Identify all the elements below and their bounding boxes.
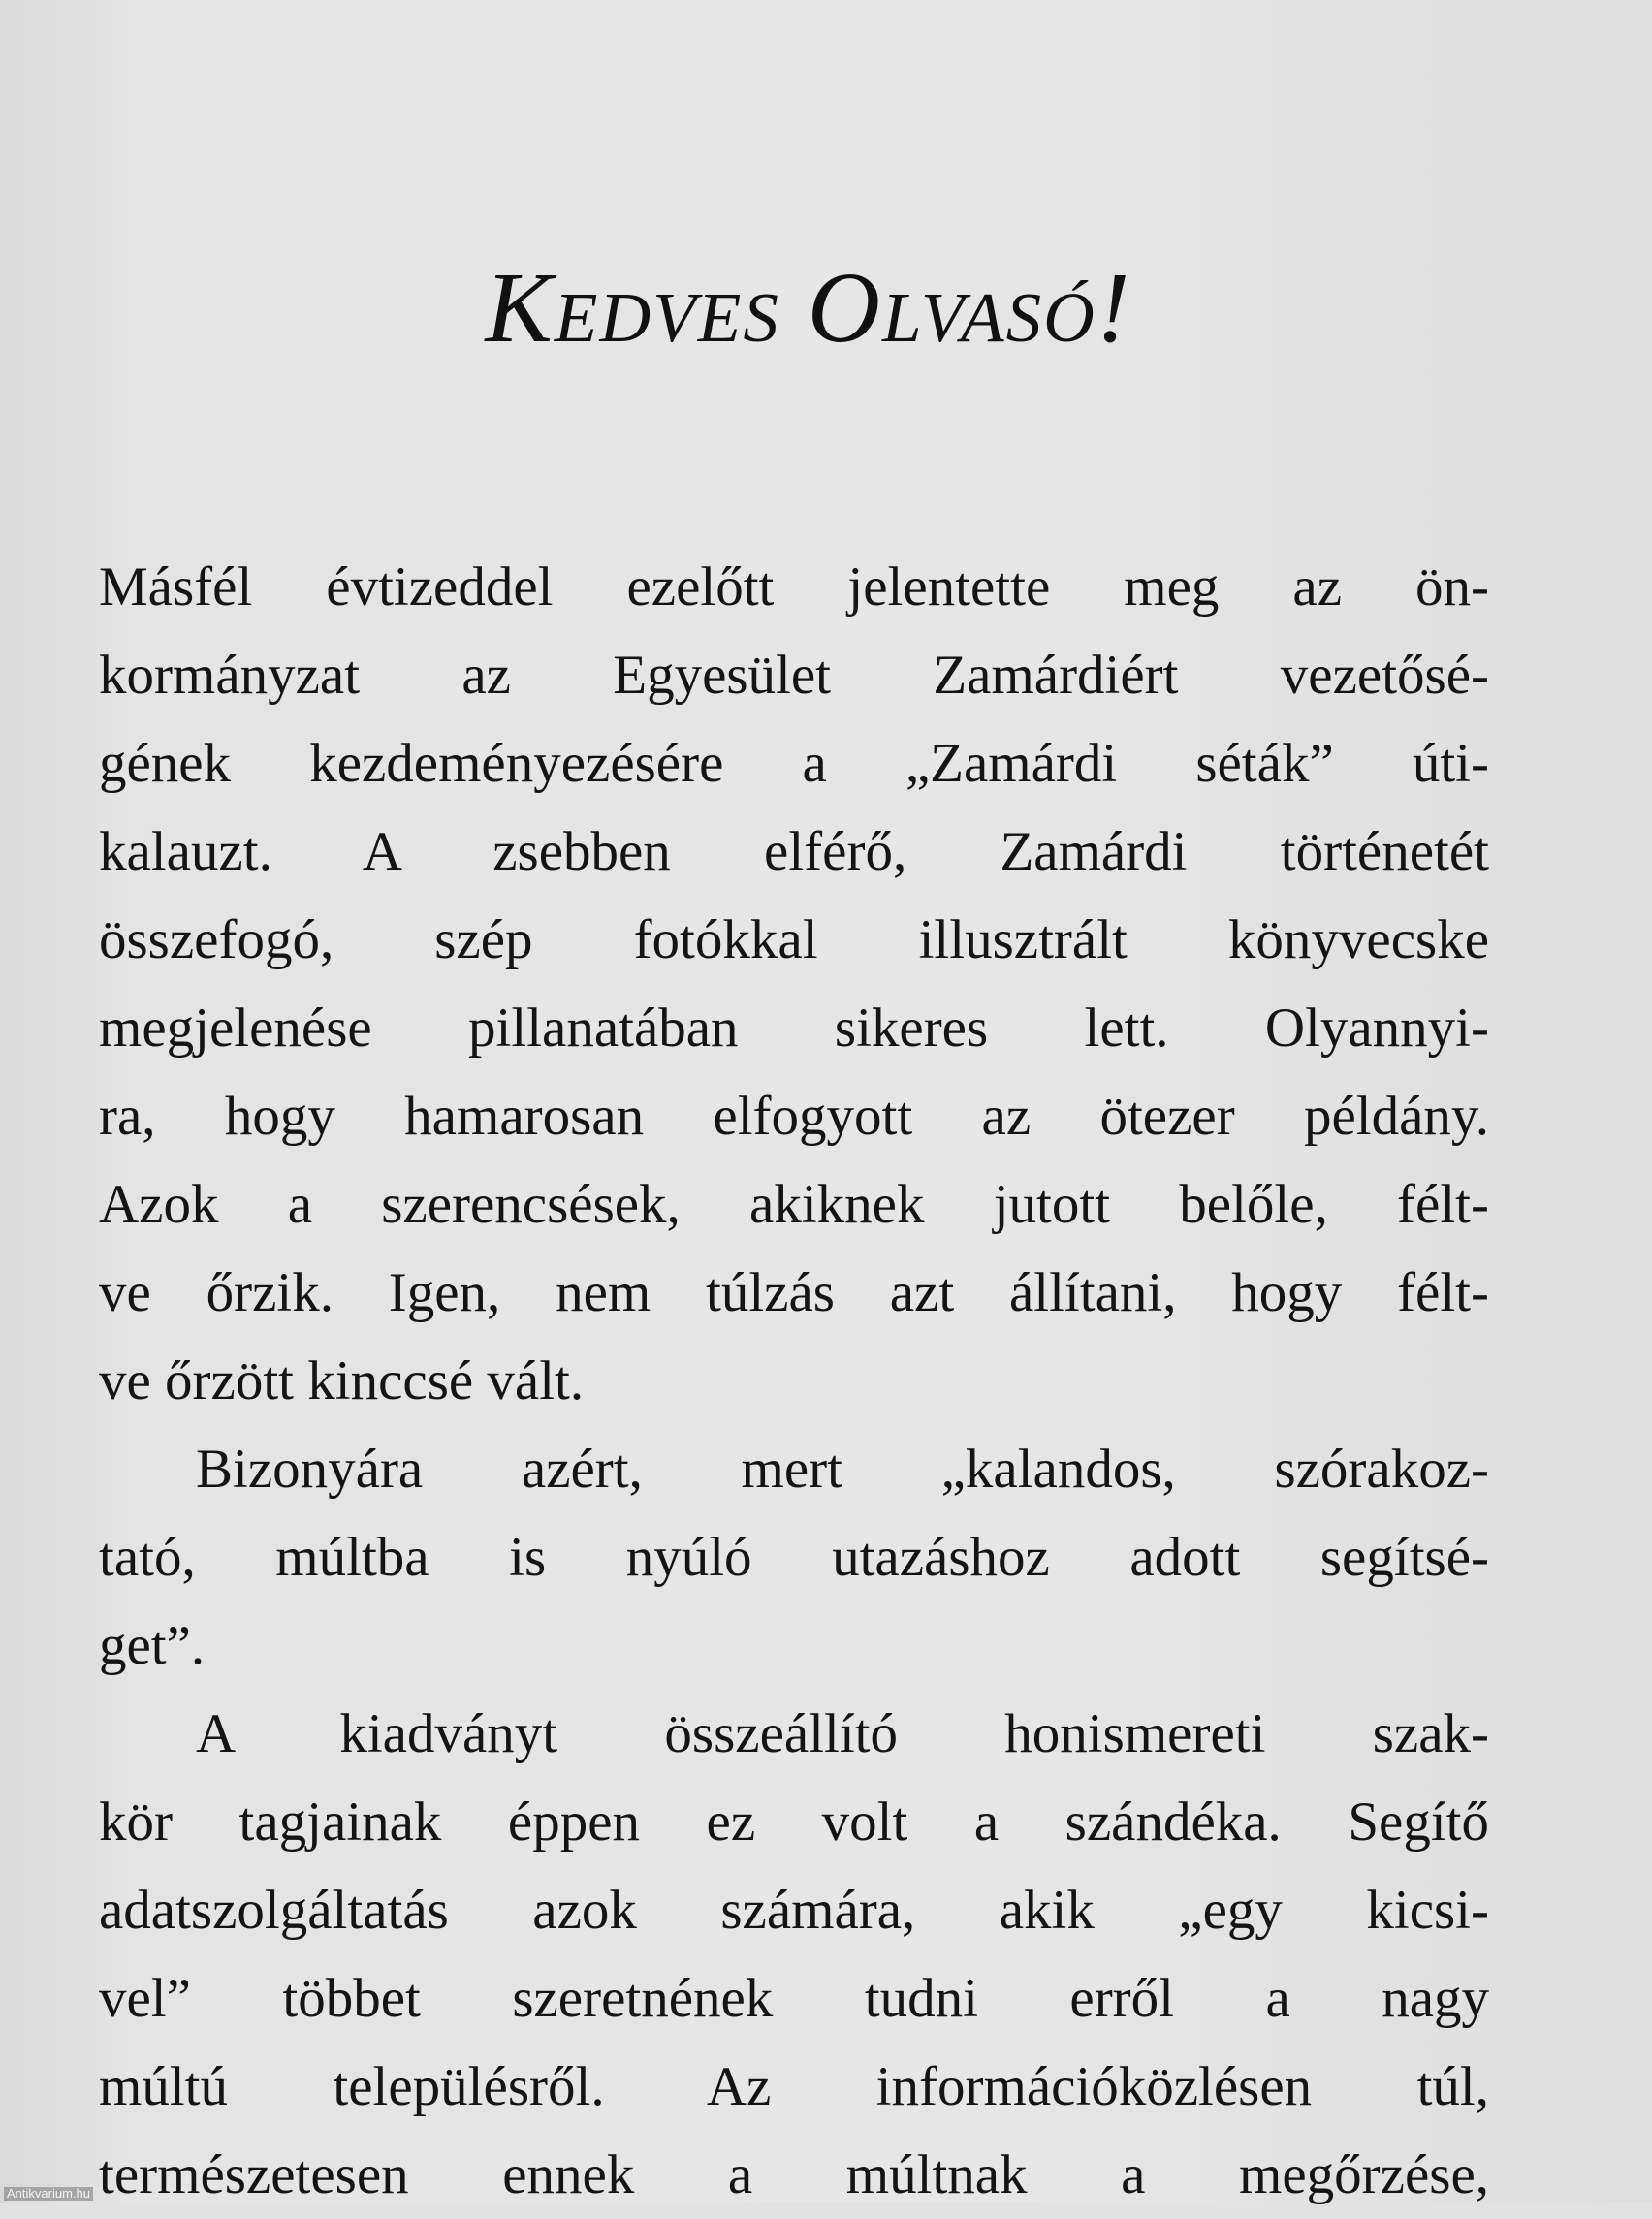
text-line: get”. xyxy=(99,1615,206,1676)
text-line: A kiadványt összeállító honismereti szak- xyxy=(196,1703,1489,1764)
text-line: vel” többet szeretnének tudni erről a nagy xyxy=(99,1968,1489,2029)
text-line: adatszolgáltatás azok számára, akik „egy kicsi- xyxy=(99,1880,1489,1941)
text-line: kormányzat az Egyesület Zamárdiért vezetősé- xyxy=(99,645,1489,706)
text-line: tató, múltba is nyúló utazáshoz adott segítsé- xyxy=(99,1527,1489,1588)
text-line: Azok a szerencsések, akiknek jutott belőle, félt- xyxy=(99,1174,1489,1235)
text-line: Másfél évtizeddel ezelőtt jelentette meg az ön- xyxy=(99,556,1489,618)
watermark: Antikvarium.hu xyxy=(4,2187,93,2201)
text-line: ve őrzik. Igen, nem túlzás azt állítani, hogy félt- xyxy=(99,1262,1489,1323)
text-line: összefogó, szép fotókkal illusztrált könyvecske xyxy=(99,909,1489,970)
text-line: gének kezdeményezésére a „Zamárdi séták” úti- xyxy=(99,733,1489,794)
text-line: ve őrzött kinccsé vált. xyxy=(99,1350,585,1411)
text-line: Bizonyára azért, mert „kalandos, szórakoz- xyxy=(196,1439,1489,1500)
text-line: természetesen ennek a múltnak a megőrzése, xyxy=(99,2144,1489,2205)
page-title: Kedves Olvasó! xyxy=(485,252,1132,364)
text-line: múltú településről. Az információközlésen túl, xyxy=(99,2056,1489,2117)
text-line: kalauzt. A zsebben elférő, Zamárdi történetét xyxy=(99,821,1489,882)
body-text xyxy=(99,543,1489,2219)
text-line: megjelenése pillanatában sikeres lett. Olyannyi- xyxy=(99,998,1489,1059)
text-line: ra, hogy hamarosan elfogyott az ötezer példány. xyxy=(99,1086,1489,1147)
text-line: kör tagjainak éppen ez volt a szándéka. Segítő xyxy=(99,1791,1489,1853)
